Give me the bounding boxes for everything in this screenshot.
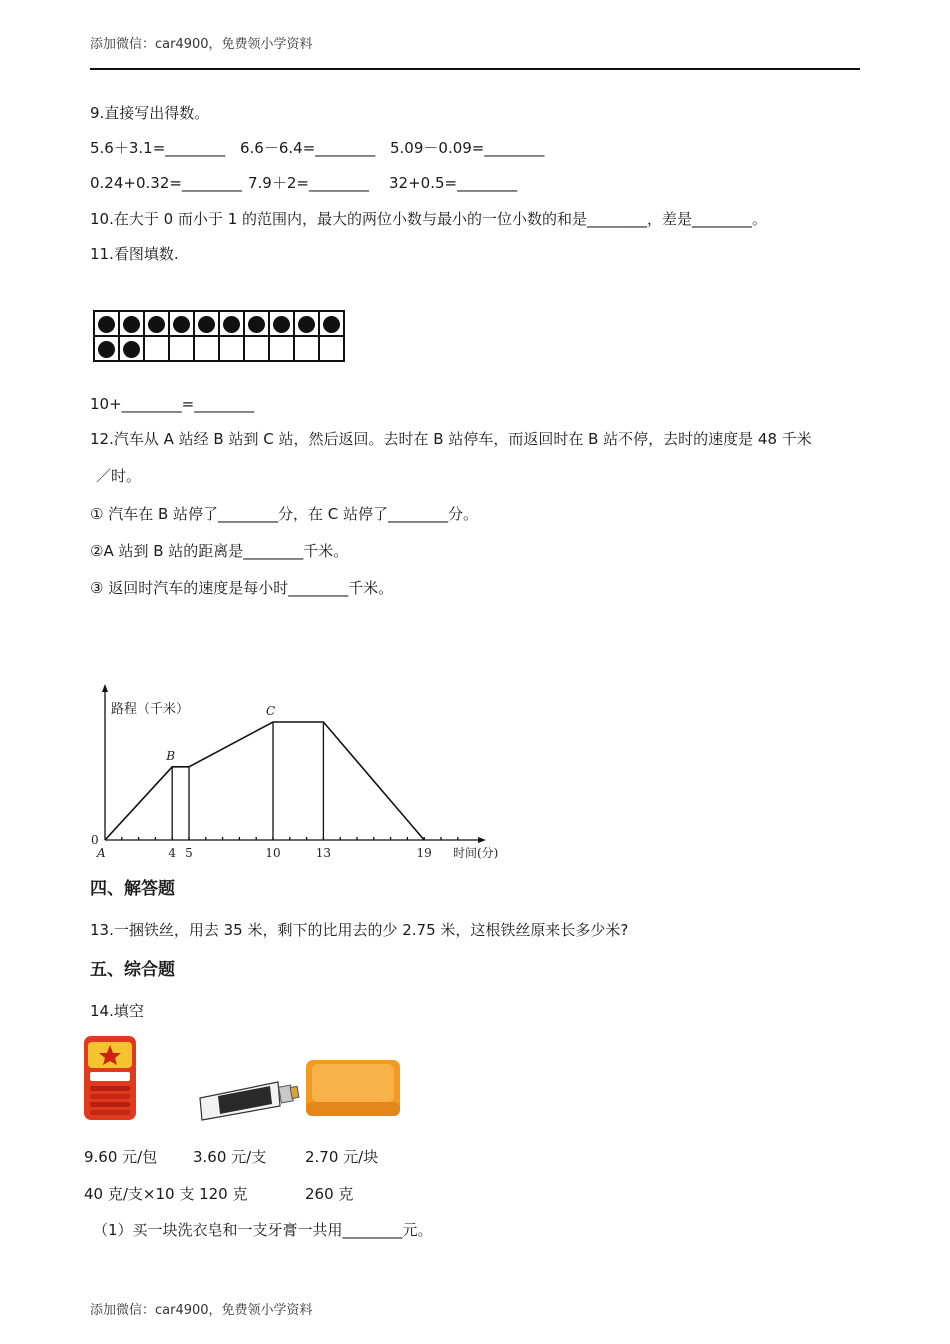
ten-frame-top-row xyxy=(94,311,344,336)
frame-cell-empty xyxy=(219,336,244,361)
q9-row2-item1: 0.24+0.32=________ xyxy=(90,174,242,192)
sausage-package-image xyxy=(82,1034,138,1122)
frame-cell xyxy=(119,336,144,361)
frame-cell-empty xyxy=(144,336,169,361)
frame-cell-empty xyxy=(244,336,269,361)
counter-dot xyxy=(273,316,290,333)
point-label-b: B xyxy=(166,748,176,763)
frame-cell xyxy=(119,311,144,336)
chart-marks xyxy=(91,701,498,860)
q12-line2: ／时。 xyxy=(96,467,142,485)
x-axis-label: 时间(分) xyxy=(453,846,499,860)
frame-cell xyxy=(144,311,169,336)
counter-dot xyxy=(98,341,115,358)
frame-cell xyxy=(219,311,244,336)
q9-row2-item3: 32+0.5=________ xyxy=(389,174,518,192)
counter-dot xyxy=(298,316,315,333)
counter-dot xyxy=(123,316,140,333)
section-5-title: 五、综合题 xyxy=(90,960,175,980)
y-axis-label: 路程（千米） xyxy=(111,702,190,717)
series-line xyxy=(105,722,424,840)
ten-frame-bottom-row xyxy=(94,336,344,361)
q14-title: 14.填空 xyxy=(90,1002,144,1020)
price-soap: 2.70 元/块 xyxy=(305,1148,379,1166)
q9-title: 9.直接写出得数。 xyxy=(90,104,210,122)
price-toothpaste: 3.60 元/支 xyxy=(193,1148,267,1166)
x-tick-label: 4 xyxy=(168,846,177,860)
q9-row1-item2: 6.6－6.4=________ xyxy=(240,139,376,157)
frame-cell xyxy=(94,336,119,361)
frame-cell xyxy=(169,311,194,336)
q12-line1: 12.汽车从 A 站经 B 站到 C 站，然后返回。去时在 B 站停车，而返回时在 B 站不停，去时的速度是 48 千米 xyxy=(90,430,812,448)
page-footer: 添加微信：car4900，免费领小学资料 xyxy=(90,1303,313,1318)
header-divider xyxy=(90,68,860,70)
q12-item2: ②A 站到 B 站的距离是________千米。 xyxy=(90,542,349,560)
point-label-c: C xyxy=(266,704,276,718)
weight-sausage: 40 克/支×10 支 120 克 xyxy=(84,1185,248,1203)
q10-text: 10.在大于 0 而小于 1 的范围内，最大的两位小数与最小的一位小数的和是________，差是________。 xyxy=(90,210,768,228)
counter-dot xyxy=(173,316,190,333)
q9-row1-item3: 5.09－0.09=________ xyxy=(390,139,545,157)
page-header: 添加微信：car4900，免费领小学资料 xyxy=(90,37,313,52)
counter-dot xyxy=(98,316,115,333)
counter-dot xyxy=(123,341,140,358)
q12-item3: ③ 返回时汽车的速度是每小时________千米。 xyxy=(90,579,394,597)
frame-cell-empty xyxy=(194,336,219,361)
frame-cell xyxy=(294,311,319,336)
q9-row2-item2: 7.9＋2=________ xyxy=(248,174,369,192)
ten-frame xyxy=(93,310,345,362)
y-axis-arrow xyxy=(102,684,108,692)
counter-dot xyxy=(198,316,215,333)
x-axis-arrow xyxy=(478,837,486,843)
counter-dot xyxy=(148,316,165,333)
q14-sub1: （1）买一块洗衣皂和一支牙膏一共用________元。 xyxy=(93,1221,433,1239)
x-tick-label: 5 xyxy=(185,846,193,860)
distance-time-chart xyxy=(80,680,530,870)
frame-cell xyxy=(269,311,294,336)
weight-soap: 260 克 xyxy=(305,1185,354,1203)
counter-dot xyxy=(223,316,240,333)
frame-cell-empty xyxy=(319,336,344,361)
origin-label: 0 xyxy=(91,833,99,847)
x-tick-label: 10 xyxy=(265,846,281,860)
q9-row1-item1: 5.6＋3.1=________ xyxy=(90,139,226,157)
frame-cell-empty xyxy=(269,336,294,361)
frame-cell xyxy=(194,311,219,336)
frame-cell-empty xyxy=(169,336,194,361)
counter-dot xyxy=(323,316,340,333)
x-tick-label: 19 xyxy=(416,846,432,860)
price-sausage: 9.60 元/包 xyxy=(84,1148,158,1166)
toothpaste-tube-image xyxy=(196,1078,300,1122)
q11-title: 11.看图填数. xyxy=(90,245,179,263)
section-4-title: 四、解答题 xyxy=(90,879,175,899)
q13-text: 13.一捆铁丝，用去 35 米，剩下的比用去的少 2.75 米，这根铁丝原来长多少米? xyxy=(90,921,629,939)
laundry-soap-image xyxy=(302,1056,404,1120)
frame-cell-empty xyxy=(294,336,319,361)
x-tick-label: 13 xyxy=(315,846,332,860)
point-label-a: A xyxy=(97,846,106,860)
counter-dot xyxy=(248,316,265,333)
q11-answer: 10+________=________ xyxy=(90,395,255,413)
q12-item1: ① 汽车在 B 站停了________分，在 C 站停了________分。 xyxy=(90,505,479,523)
frame-cell xyxy=(319,311,344,336)
frame-cell xyxy=(244,311,269,336)
frame-cell xyxy=(94,311,119,336)
